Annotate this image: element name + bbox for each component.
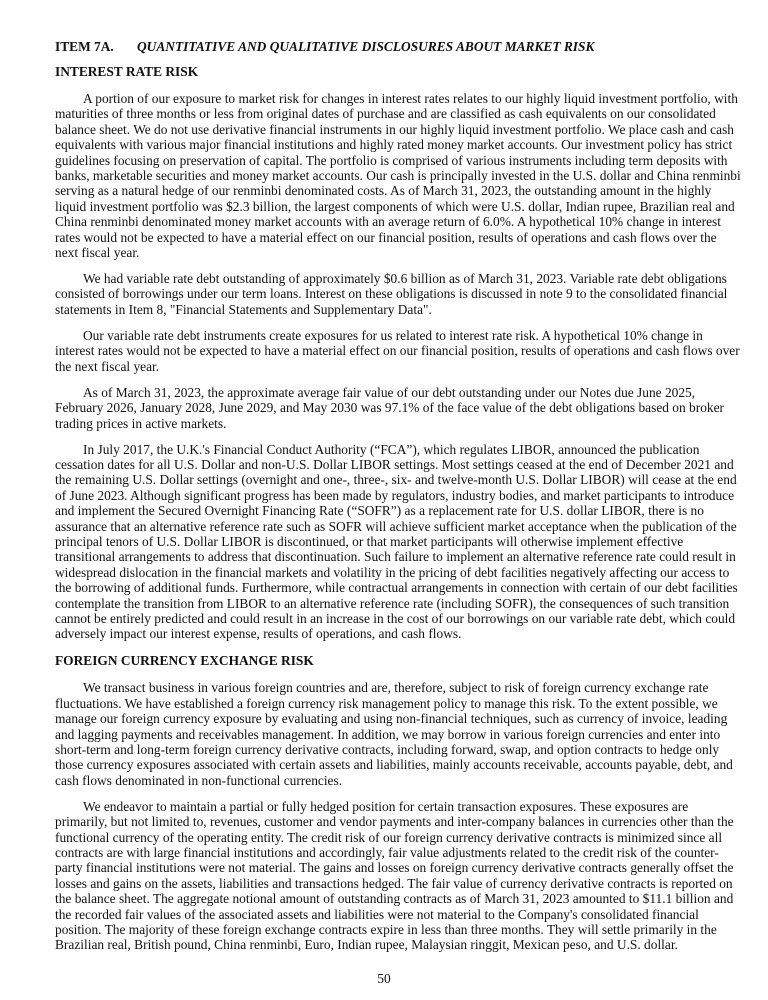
paragraph-line: rates would not be expected to have a material effect on our financial position, results of operations and cash flows over the xyxy=(55,229,717,245)
paragraph xyxy=(55,680,735,788)
paragraph-line: contracts are with large financial institutions and accordingly, fair value adjustments related to the credit risk of the counter- xyxy=(55,845,719,861)
paragraph-line: the remaining U.S. Dollar settings (overnight and one-, three-, six- and twelve-month U.S. Dollar LIBOR) will cease at the end xyxy=(55,472,737,488)
paragraph-line: and lagging payments and receivables management. In addition, we may borrow in various foreign currencies and enter into xyxy=(55,726,721,742)
paragraph-line: of June 2023. Although significant progress has been made by regulators, industry bodies, and market participants to introduce xyxy=(55,487,735,503)
paragraph xyxy=(55,327,740,374)
paragraph-line: consisted of borrowings under our term loans. Interest on these obligations is discussed in note 9 to the consolidated financial xyxy=(55,286,728,302)
paragraph-line: transitional arrangements to address that discontinuation. Such failure to implement an alternative reference rate could result in xyxy=(55,549,736,565)
item-number: ITEM 7A. xyxy=(55,39,114,54)
paragraph-line: party financial institutions were not material. The gains and losses on foreign currency derivative contracts generally offset the xyxy=(55,860,734,876)
paragraph-line: contemplate the transition from LIBOR to an alternative reference rate (including SOFR), the consequences of such transition xyxy=(55,595,730,611)
paragraph-line: In July 2017, the U.K.'s Financial Conduct Authority (“FCA”), which regulates LIBOR, announced the publication xyxy=(83,441,700,457)
paragraph-line: equivalents with various major financial institutions and highly rated money market accounts. Our investment policy has strict xyxy=(55,137,733,153)
paragraph-line: primarily, but not limited to, revenues, customer and vendor payments and inter-company balances in currencies other than the xyxy=(55,814,734,830)
paragraph-line: balance sheet. We do not use derivative financial instruments in our highly liquid investment portfolio. We place cash and cash xyxy=(55,121,734,137)
paragraph-line: cannot be entirely predicted and could result in an increase in the cost of our borrowings on our variable rate debt, which could xyxy=(55,610,736,626)
paragraph-line: maturities of three months or less from original dates of purchase and are classified as cash equivalents on our consolidated xyxy=(55,106,716,122)
paragraph xyxy=(55,441,738,642)
paragraph-line: guidelines focusing on preservation of capital. The portfolio is comprised of various instruments including term deposits with xyxy=(55,152,728,168)
paragraph-line: A portion of our exposure to market risk for changes in interest rates relates to our highly liquid investment portfolio, with xyxy=(83,91,738,106)
item-title: QUANTITATIVE AND QUALITATIVE DISCLOSURES ABOUT MARKET RISK xyxy=(137,39,595,54)
paragraph-line: cash flows denominated in non-functional currencies. xyxy=(55,772,343,788)
paragraph-line: losses and gains on the assets, liabilities and transactions hedged. The fair value of currency derivative contracts is reported on xyxy=(55,875,733,891)
paragraph xyxy=(55,91,741,261)
paragraph-line: adversely impact our interest expense, results of operations, and cash flows. xyxy=(55,626,462,642)
paragraph-line: trading prices in active markets. xyxy=(55,415,227,431)
page-number: 50 xyxy=(377,971,391,986)
paragraph-line: As of March 31, 2023, the approximate average fair value of our debt outstanding under our Notes due June 2025, xyxy=(83,384,696,400)
paragraph-line: the balance sheet. The aggregate notional amount of outstanding contracts as of March 31, 2023 amounted to $11.1 billion and xyxy=(55,891,734,907)
paragraph-line: We had variable rate debt outstanding of approximately $0.6 billion as of March 31, 2023. Variable rate debt obligations xyxy=(83,271,727,287)
paragraph-line: functional currency of the operating entity. The credit risk of our foreign currency derivative contracts is minimized since all xyxy=(55,829,723,845)
sections xyxy=(55,63,741,953)
item-heading xyxy=(55,38,735,55)
paragraph-line: principal tenors of U.S. Dollar LIBOR is discontinued, or that market participants will otherwise implement effective xyxy=(55,533,684,549)
paragraph-line: liquid investment portfolio was $2.3 billion, the largest components of which were U.S. dollar, Indian rupee, Brazilian real and xyxy=(55,198,735,214)
paragraph-line: cessation dates for all U.S. Dollar and non-U.S. Dollar LIBOR settings. Most settings ceased at the end of December 2021 and xyxy=(55,456,734,472)
paragraph-line: statements in Item 8, "Financial Statements and Supplementary Data". xyxy=(55,301,432,317)
paragraph-line: assurance that an alternative reference rate such as SOFR will achieve sufficient market acceptance when the publication of the xyxy=(55,518,737,534)
paragraph xyxy=(55,799,735,953)
paragraph xyxy=(55,385,735,431)
paragraph-line: interest rates would not be expected to have a material effect on our financial position, results of operations and cash flows over xyxy=(55,343,740,359)
paragraph-line: the next fiscal year. xyxy=(55,358,160,374)
paragraph-line: the borrowing of additional funds. Furthermore, while contractual arrangements in connection with certain of our debt facilities xyxy=(55,580,738,596)
paragraph-line: We endeavor to maintain a partial or fully hedged position for certain transaction exposures. These exposures are xyxy=(83,798,689,814)
paragraph-line: and implement the Secured Overnight Financing Rate (“SOFR”) as a replacement rate for U.S. dollar LIBOR, there is no xyxy=(55,503,704,519)
paragraph-line: February 2026, January 2028, June 2029, and May 2030 was 97.1% of the face value of the debt obligations based on broker xyxy=(55,400,724,416)
paragraph-line: fluctuations. We have established a foreign currency risk management policy to manage this risk. To the extent possible, we xyxy=(55,695,718,711)
paragraph-line: serving as a natural hedge of our renminbi denominated costs. As of March 31, 2023, the outstanding amount in the highly xyxy=(55,183,712,199)
section-heading: FOREIGN CURRENCY EXCHANGE RISK xyxy=(55,653,314,669)
document-page xyxy=(55,38,741,963)
paragraph-line: those currency exposures associated with certain assets and liabilities, mainly accounts receivable, accounts payable, debt, and xyxy=(55,757,733,773)
paragraph-line: short-term and long-term foreign currency derivative contracts, including forward, swap, and option contracts to hedge only xyxy=(55,742,720,757)
paragraph-line: the recorded fair values of the associated assets and liabilities were not material to the Company's consolidated financial xyxy=(55,906,699,922)
paragraph-line: Brazilian real, British pound, China renminbi, Euro, Indian rupee, Malaysian ringgit, Mexican peso, and U.S. dollar. xyxy=(55,937,678,953)
paragraph-line: China renminbi denominated money market accounts with an average return of 6.0%. A hypothetical 10% change in interest xyxy=(55,214,721,230)
paragraph-line: manage our foreign currency exposure by evaluating and using non-financial techniques, such as currency of invoice, leading xyxy=(55,711,728,727)
paragraph-line: banks, marketable securities and money market accounts. Our cash is principally invested in the U.S. dollar and China renminbi xyxy=(55,168,741,184)
paragraph-line: next fiscal year. xyxy=(55,245,140,261)
section-heading: INTEREST RATE RISK xyxy=(55,64,199,79)
paragraph-line: position. The majority of these foreign exchange contracts expire in less than three months. They will settle primarily in the xyxy=(55,922,717,938)
paragraph-line: We transact business in various foreign countries and are, therefore, subject to risk of foreign currency exchange rate xyxy=(83,680,709,696)
paragraph xyxy=(55,271,735,317)
paragraph-line: widespread dislocation in the financial markets and volatility in the pricing of debt facilities negatively affecting our access to xyxy=(55,564,730,580)
paragraph-line: Our variable rate debt instruments create exposures for us related to interest rate risk. A hypothetical 10% change in xyxy=(83,327,703,343)
